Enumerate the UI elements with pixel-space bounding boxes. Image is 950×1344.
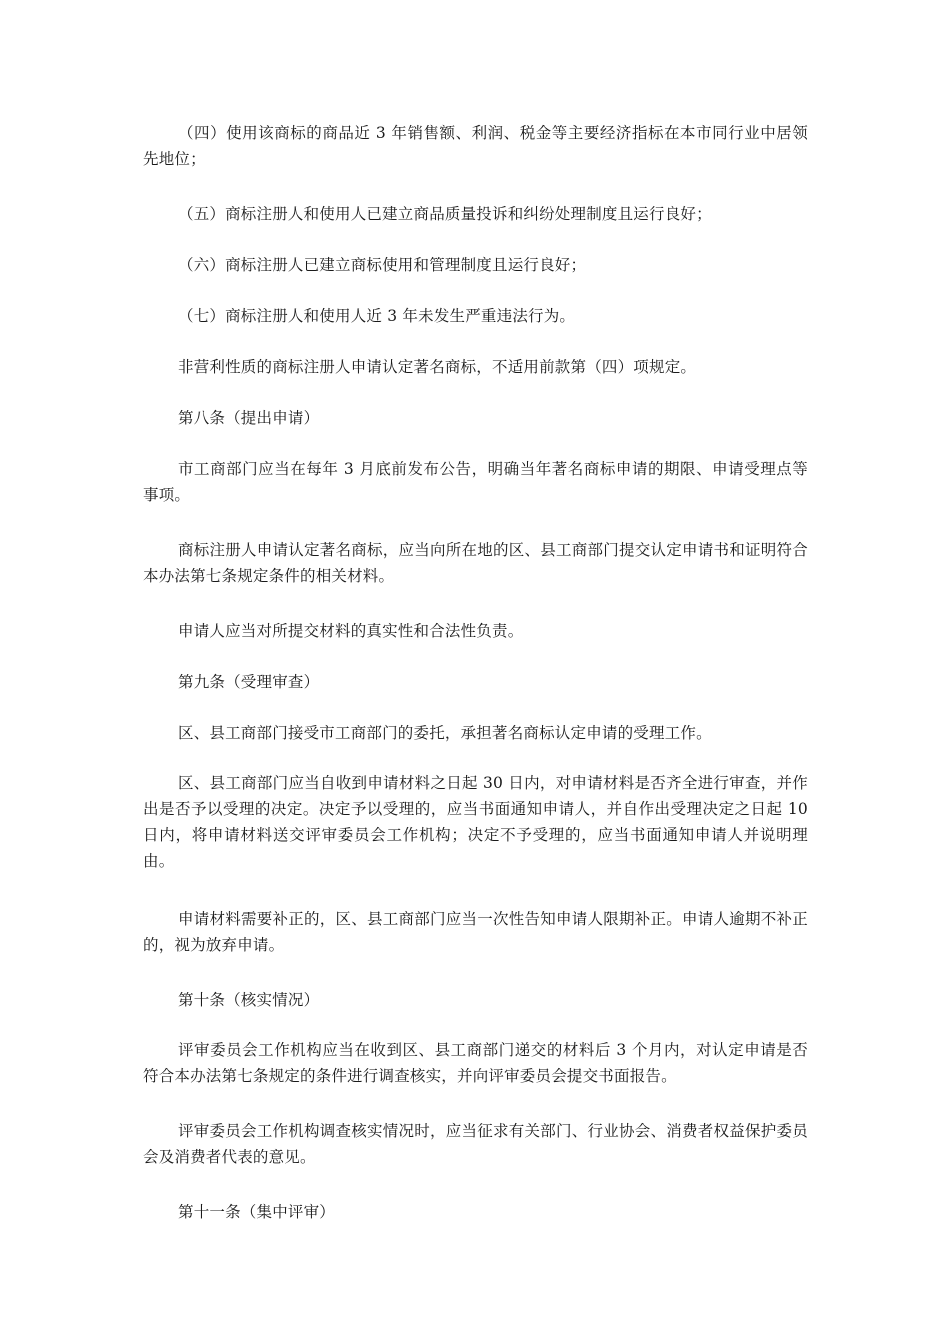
article-9-heading: 第九条（受理审查） xyxy=(178,673,320,691)
clause-item-5: （五）商标注册人和使用人已建立商品质量投诉和纠纷处理制度且运行良好； xyxy=(178,205,712,223)
article-8-paragraph-2: 商标注册人申请认定著名商标，应当向所在地的区、县工商部门提交认定申请书和证明符合本办法第七条规定条件的相关材料。 xyxy=(143,541,808,585)
clause-item-6: （六）商标注册人已建立商标使用和管理制度且运行良好； xyxy=(178,256,587,274)
article-8-heading: 第八条（提出申请） xyxy=(178,409,320,427)
clause-item-4: （四）使用该商标的商品近 3 年销售额、利润、税金等主要经济指标在本市同行业中居领先地位； xyxy=(143,124,808,168)
clause-item-7: （七）商标注册人和使用人近 3 年未发生严重违法行为。 xyxy=(178,307,576,325)
article-10-paragraph-2: 评审委员会工作机构调查核实情况时，应当征求有关部门、行业协会、消费者权益保护委员会及消费者代表的意见。 xyxy=(143,1122,808,1166)
article-10-paragraph-1: 评审委员会工作机构应当在收到区、县工商部门递交的材料后 3 个月内，对认定申请是否符合本办法第七条规定的条件进行调查核实，并向评审委员会提交书面报告。 xyxy=(143,1041,808,1085)
nonprofit-exception-paragraph: 非营利性质的商标注册人申请认定著名商标，不适用前款第（四）项规定。 xyxy=(178,358,697,376)
article-9-paragraph-3: 申请材料需要补正的，区、县工商部门应当一次性告知申请人限期补正。申请人逾期不补正的，视为放弃申请。 xyxy=(143,910,808,954)
article-9-paragraph-1: 区、县工商部门接受市工商部门的委托，承担著名商标认定申请的受理工作。 xyxy=(178,724,712,742)
article-8-paragraph-1: 市工商部门应当在每年 3 月底前发布公告，明确当年著名商标申请的期限、申请受理点等事项。 xyxy=(143,460,808,504)
article-9-paragraph-2: 区、县工商部门应当自收到申请材料之日起 30 日内，对申请材料是否齐全进行审查，并作出是否予以受理的决定。决定予以受理的，应当书面通知申请人，并自作出受理决定之日起 10 日内，将申请材料送交评审委员会工作机构；决定不予受理的，应当书面通知申请人并说明理由。 xyxy=(143,774,808,870)
article-11-heading: 第十一条（集中评审） xyxy=(178,1203,336,1221)
article-10-heading: 第十条（核实情况） xyxy=(178,991,320,1009)
article-8-paragraph-3: 申请人应当对所提交材料的真实性和合法性负责。 xyxy=(178,622,524,640)
